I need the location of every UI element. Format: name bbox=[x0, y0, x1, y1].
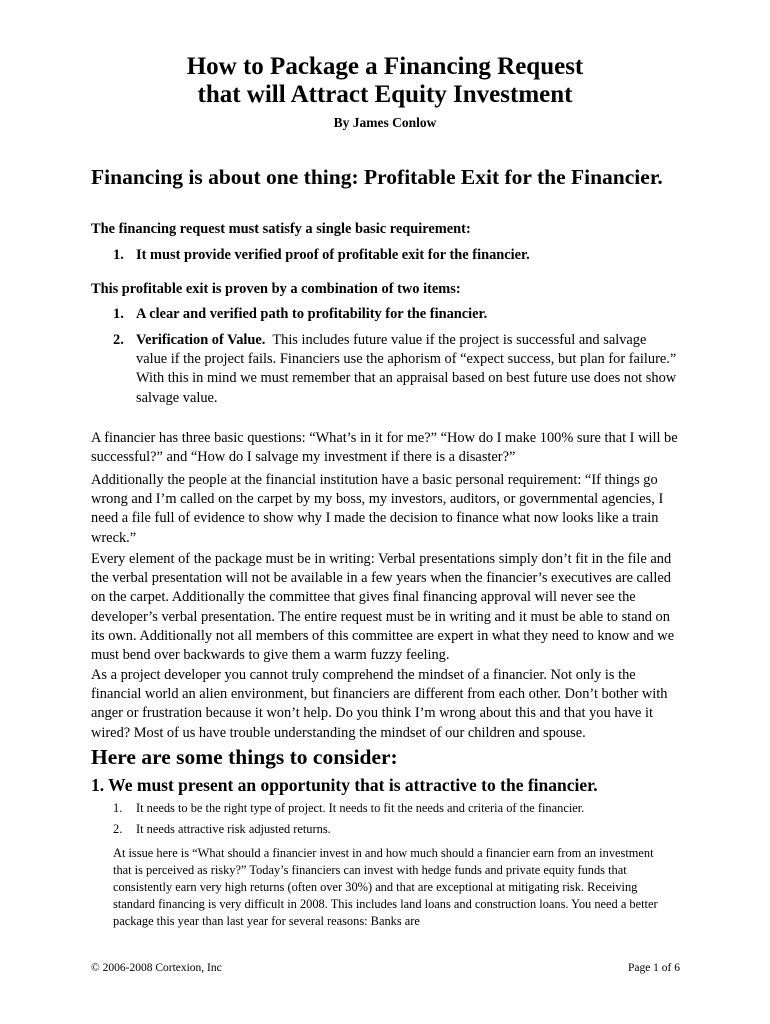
main-heading: Financing is about one thing: Profitable Exit for the Financier. bbox=[91, 165, 663, 189]
exit-item-1 bbox=[113, 305, 681, 324]
exit-intro: This profitable exit is proven by a combination of two items: bbox=[91, 281, 461, 297]
list-text: A clear and verified path to profitability for the financier. bbox=[136, 306, 488, 322]
requirement-item-1 bbox=[113, 246, 681, 265]
list-number: 1. bbox=[113, 801, 123, 815]
consider-heading: Here are some things to consider: bbox=[91, 745, 398, 769]
list-text: This includes future value if the project is successful and salvage value if the project fails. Financiers use the aphorism of “expect success, but plan for failure.” With this in mind we must remember that an appraisal based on best future use does not show salvage value. bbox=[136, 332, 677, 406]
footer-copyright: © 2006-2008 Cortexion, Inc bbox=[91, 962, 222, 974]
byline: By James Conlow bbox=[333, 115, 437, 130]
list-number: 2. bbox=[113, 332, 124, 348]
list-number: 2. bbox=[113, 822, 123, 836]
exit-item-2 bbox=[113, 331, 681, 408]
list-number: 1. bbox=[113, 306, 124, 322]
title-line-1: How to Package a Financing Request bbox=[186, 53, 584, 80]
paragraph-requirement: Additionally the people at the financial institution have a basic personal requirement: “If things go wrong and I’m called on the carpet by my boss, my investors, auditors, or governmental agencies, I need a file full of evidence to show why I made the decision to finance what now looks like a train wreck.” bbox=[91, 472, 664, 546]
list-lead: Verification of Value. bbox=[136, 332, 266, 348]
footer-page-number: Page 1 of 6 bbox=[627, 962, 680, 974]
requirement-intro: The financing request must satisfy a single basic requirement: bbox=[91, 221, 471, 237]
list-text: It needs attractive risk adjusted returns. bbox=[136, 822, 331, 836]
point-1-heading: 1. We must present an opportunity that is attractive to the financier. bbox=[91, 775, 598, 795]
list-text: It must provide verified proof of profitable exit for the financier. bbox=[136, 247, 530, 263]
point-1-paragraph: At issue here is “What should a financier invest in and how much should a financier earn from an investment that is perceived as risky?” Today’s financiers can invest with hedge funds and private equity funds that consistently earn very high returns (often over 30%) and that are exceptional at mitigating risk. Receiving standard financing is very difficult in 2008. This includes land loans and construction loans. You need a better package this year than last year for several reasons: Banks are bbox=[113, 846, 658, 928]
paragraph-writing: Every element of the package must be in writing: Verbal presentations simply don’t fit in the file and the verbal presentation will not be available in a few years when the financier’s executives are called on the carpet. Additionally the committee that gives final financing approval will never see the developer’s verbal presentation. The entire request must be in writing and it must be able to stand on its own. Additionally not all members of this committee are expert in what they need to know and we must bend over backwards to give them a warm fuzzy feeling. bbox=[91, 551, 675, 664]
paragraph-questions: A financier has three basic questions: “What’s in it for me?” “How do I make 100% sure that I will be successful?” and “How do I salvage my investment if there is a disaster?” bbox=[91, 430, 678, 466]
point-1-item-2 bbox=[113, 821, 673, 837]
point-1-item-1 bbox=[113, 800, 673, 816]
list-text: It needs to be the right type of project. It needs to fit the needs and criteria of the financier. bbox=[136, 801, 585, 815]
list-number: 1. bbox=[113, 247, 124, 263]
paragraph-mindset: As a project developer you cannot truly comprehend the mindset of a financier. Not only is the financial world an alien environment, but financiers are different from each other. Don’t bother with anger or frustration because it won’t help. Do you think I’m wrong about this and that you have it wired? Most of us have trouble understanding the mindset of our children and spouse. bbox=[91, 667, 668, 741]
title-line-2: that will Attract Equity Investment bbox=[197, 81, 573, 108]
